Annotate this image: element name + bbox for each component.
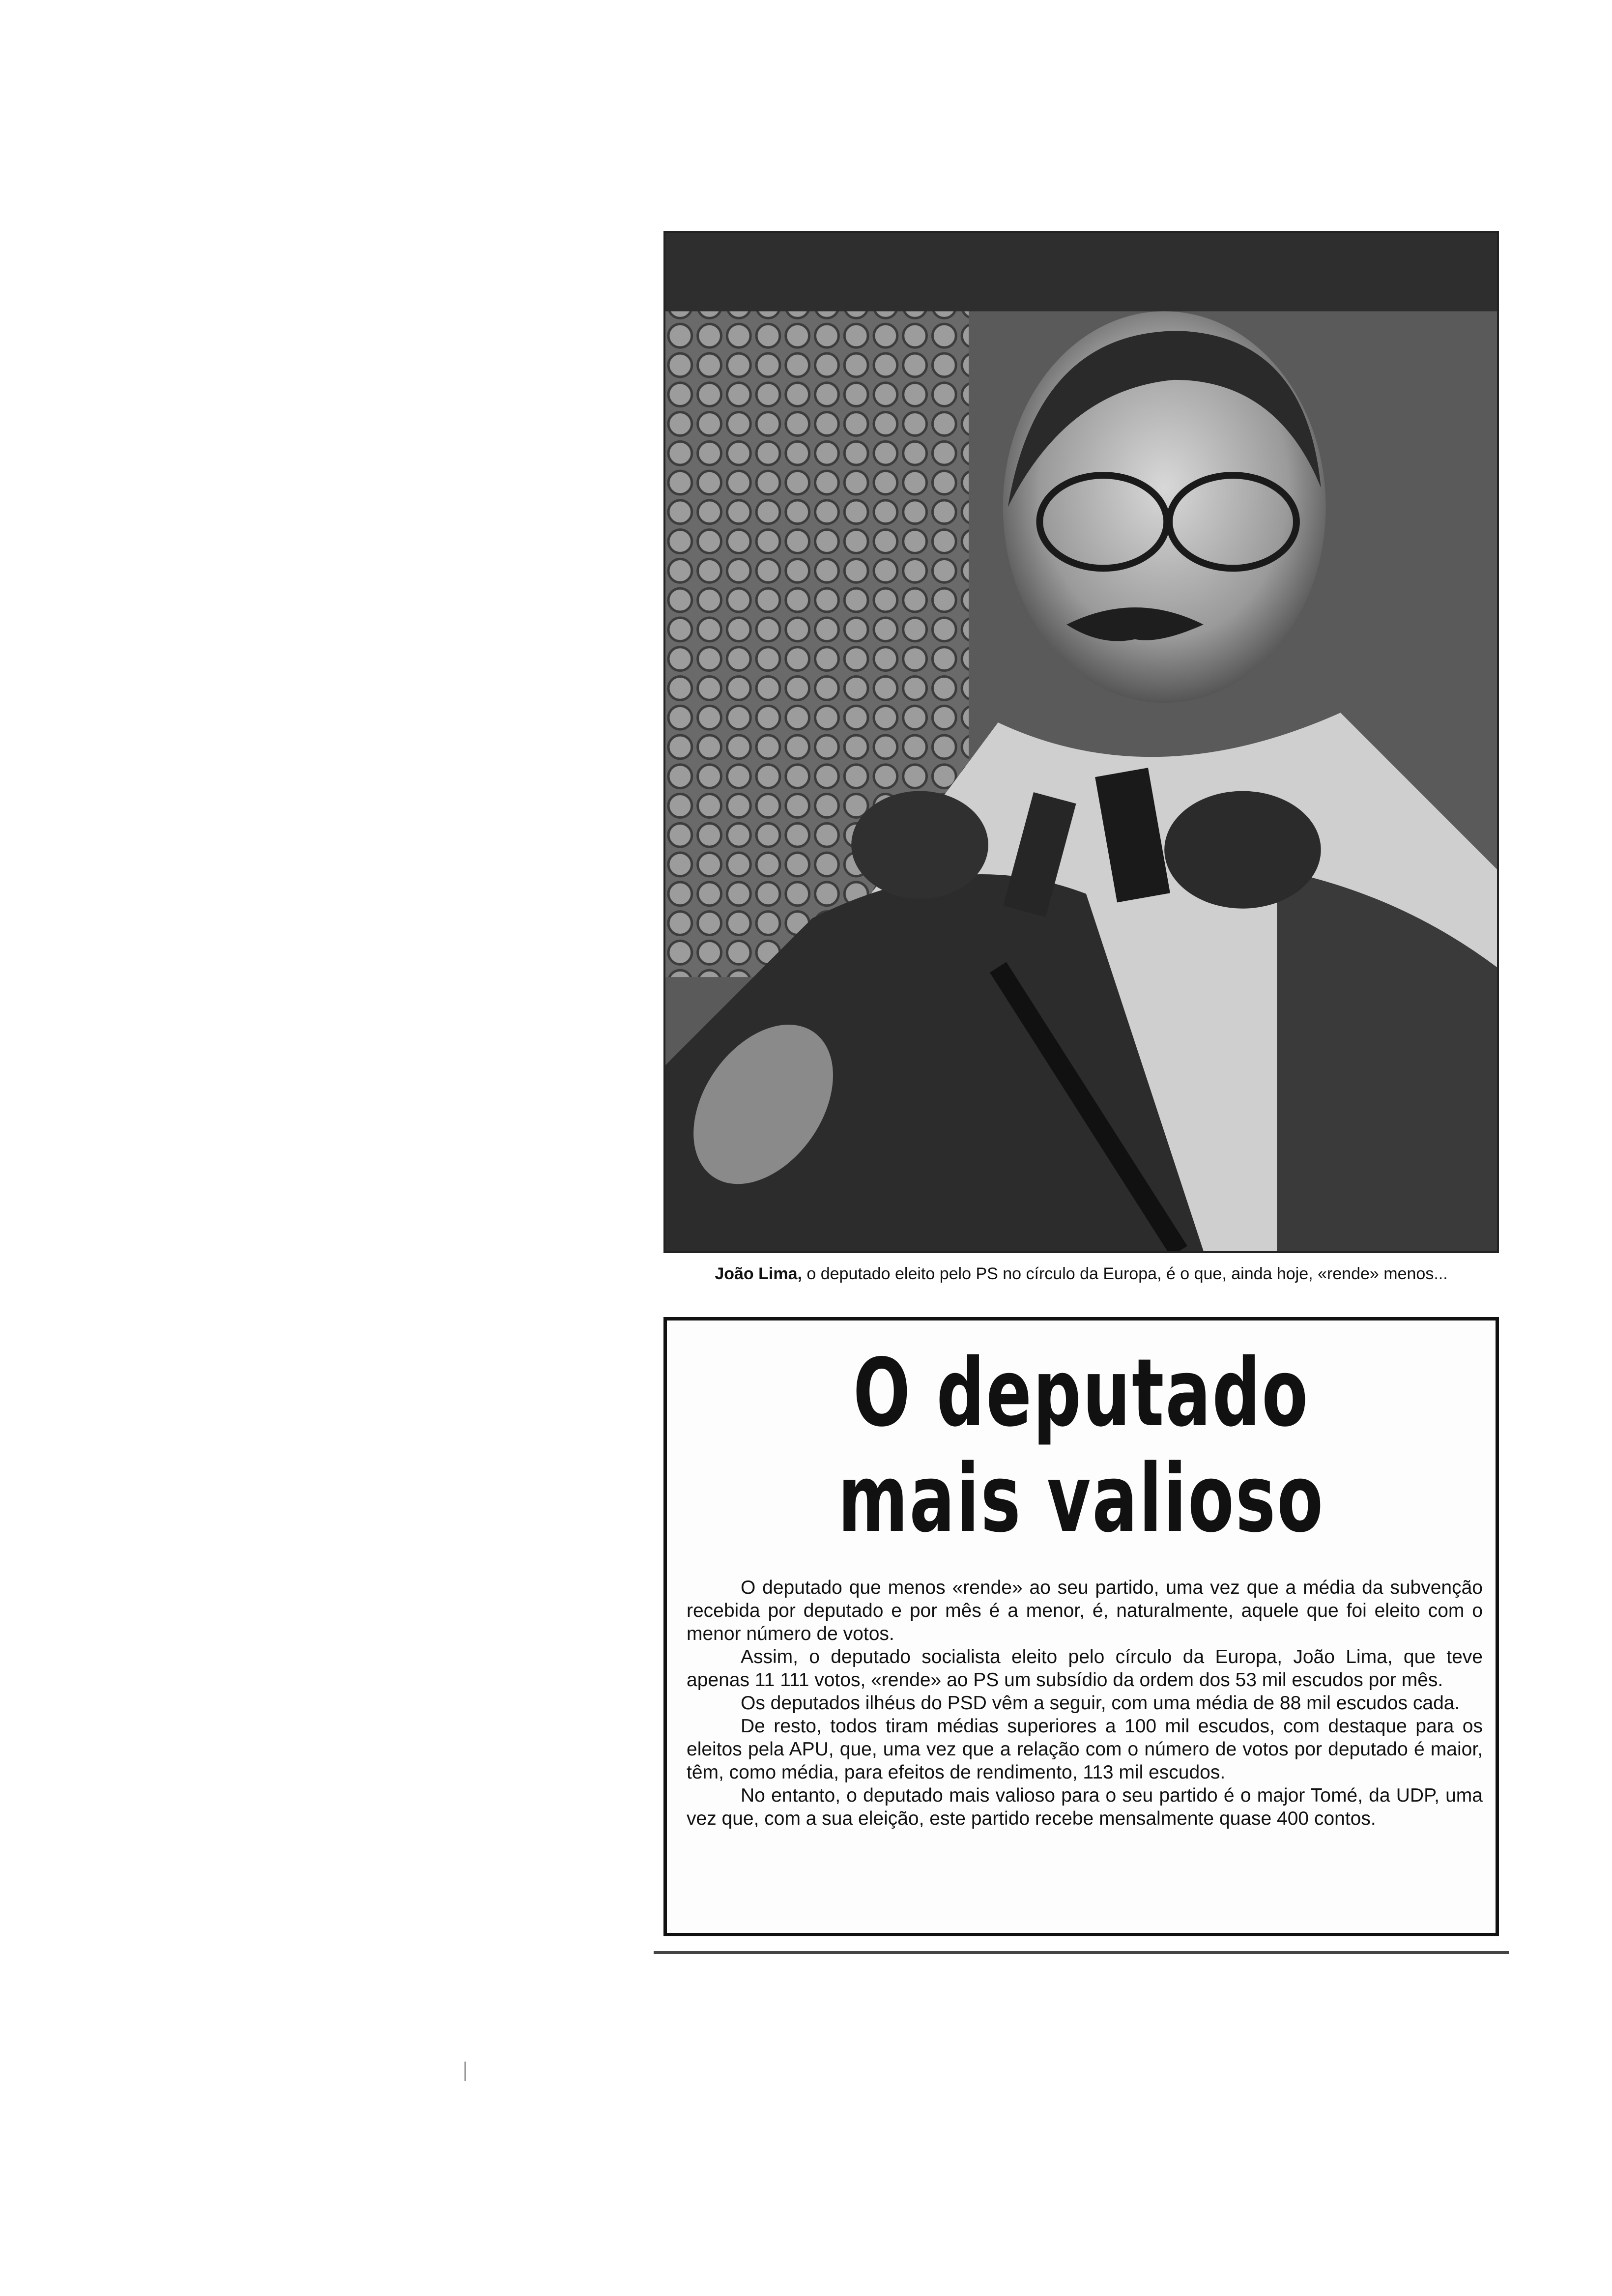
photo-caption — [654, 1263, 1509, 1285]
paragraph: No entanto, o deputado mais valioso para o seu partido é o major Tomé, da UDP, uma vez que, com a sua eleição, este partido recebe mensalmente quase 400 contos. — [687, 1785, 1483, 1829]
article-body — [687, 1576, 1483, 1830]
headline-line-2: mais valioso — [837, 1444, 1325, 1553]
headline-line-1: O deputado — [853, 1339, 1310, 1447]
caption-text: o deputado eleito pelo PS no círculo da Europa, é o que, ainda hoje, «rende» menos... — [802, 1264, 1448, 1283]
paragraph: Os deputados ilhéus do PSD vêm a seguir, com uma média de 88 mil escudos cada. — [741, 1693, 1460, 1714]
caption-name: João Lima, — [715, 1264, 802, 1283]
photo-of-deputy — [663, 231, 1499, 1253]
margin-mark — [464, 2062, 466, 2081]
headline — [783, 1340, 1380, 1551]
article-box — [663, 1317, 1499, 1936]
photo-image — [665, 233, 1497, 1251]
newspaper-clipping — [644, 211, 1519, 1966]
bottom-rule — [654, 1951, 1509, 1954]
paragraph: De resto, todos tiram médias superiores a 100 mil escudos, com destaque para os eleitos pela APU, que, uma vez que a relação com o número de votos por deputado é maior, têm, como média, para efeitos de rendimento, 113 mil escudos. — [687, 1716, 1483, 1783]
paragraph: Assim, o deputado socialista eleito pelo círculo da Europa, João Lima, que teve apenas 11 111 votos, «rende» ao PS um subsídio da ordem dos 53 mil escudos por mês. — [687, 1646, 1483, 1691]
paragraph: O deputado que menos «rende» ao seu partido, uma vez que a média da subvenção recebida por deputado e por mês é a menor, é, naturalmente, aquele que foi eleito com o menor número de votos. — [687, 1577, 1483, 1644]
